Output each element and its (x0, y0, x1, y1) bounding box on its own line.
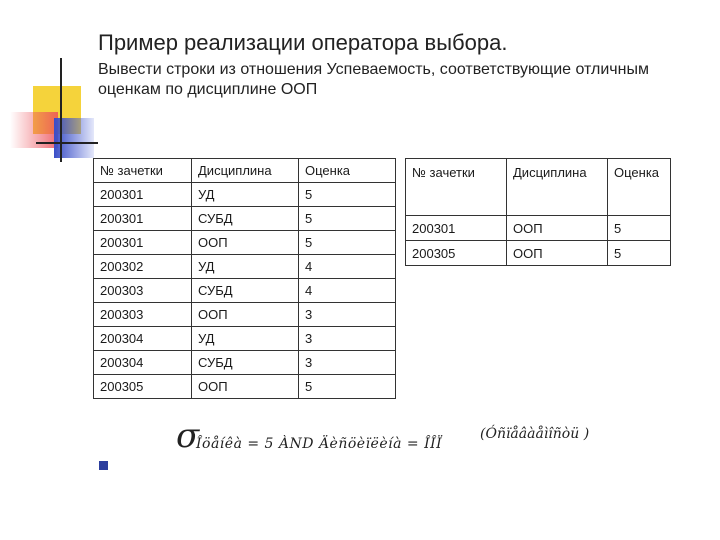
table-cell: 3 (299, 327, 396, 351)
table-cell: 3 (299, 303, 396, 327)
table-cell: СУБД (192, 279, 299, 303)
table-cell: 200303 (94, 279, 192, 303)
table-cell: 4 (299, 255, 396, 279)
table-cell: 4 (299, 279, 396, 303)
column-header: Оценка (299, 159, 396, 183)
table-cell: 200305 (406, 241, 507, 266)
slide-title: Пример реализации оператора выбора. (98, 30, 508, 55)
slide-subtitle: Вывести строки из отношения Успеваемость, соответствующие отличным оценкам по дисциплине ООП (98, 61, 649, 98)
table-row (94, 327, 396, 351)
table-cell: 5 (299, 183, 396, 207)
table-cell: 5 (299, 375, 396, 399)
table-cell: 5 (608, 241, 671, 266)
table-row (94, 351, 396, 375)
relation-name: (Óñïåâàåìîñòü ) (480, 426, 590, 442)
table-cell: 200301 (94, 183, 192, 207)
table-cell: 200304 (94, 327, 192, 351)
table-cell: 200302 (94, 255, 192, 279)
selection-condition: Îöåíêà = 5 ÀND Äèñöèïëèíà = ÎÎÏ (196, 436, 443, 452)
table-row (94, 207, 396, 231)
table-header-row (94, 159, 396, 183)
source-table (93, 158, 396, 399)
decor-vertical-line (60, 58, 62, 162)
table-cell: УД (192, 183, 299, 207)
table-cell: УД (192, 327, 299, 351)
table-cell: 200305 (94, 375, 192, 399)
table-cell: ООП (507, 241, 608, 266)
table-row (94, 303, 396, 327)
table-cell: ООП (192, 303, 299, 327)
table-cell: СУБД (192, 207, 299, 231)
column-header: Оценка (608, 159, 671, 216)
table-cell: 200301 (406, 216, 507, 241)
table-cell: 3 (299, 351, 396, 375)
table-row (94, 231, 396, 255)
table-cell: 200303 (94, 303, 192, 327)
table-row (94, 279, 396, 303)
table-cell: 200301 (94, 231, 192, 255)
table-cell: ООП (192, 375, 299, 399)
table-cell: 5 (608, 216, 671, 241)
selection-formula (176, 418, 616, 462)
table-cell: 5 (299, 231, 396, 255)
table-cell: СУБД (192, 351, 299, 375)
table-cell: УД (192, 255, 299, 279)
table-cell: ООП (192, 231, 299, 255)
result-table (405, 158, 671, 266)
sigma-symbol: σ (176, 416, 200, 456)
table-row (94, 375, 396, 399)
column-header: № зачетки (94, 159, 192, 183)
table-cell: ООП (507, 216, 608, 241)
bullet-icon (99, 461, 108, 470)
table-cell: 200301 (94, 207, 192, 231)
table-cell: 5 (299, 207, 396, 231)
decor-horizontal-line (36, 142, 98, 144)
table-cell: 200304 (94, 351, 192, 375)
column-header: Дисциплина (507, 159, 608, 216)
column-header: № зачетки (406, 159, 507, 216)
table-row (406, 216, 671, 241)
table-header-row (406, 159, 671, 216)
table-row (406, 241, 671, 266)
table-row (94, 255, 396, 279)
table-row (94, 183, 396, 207)
column-header: Дисциплина (192, 159, 299, 183)
